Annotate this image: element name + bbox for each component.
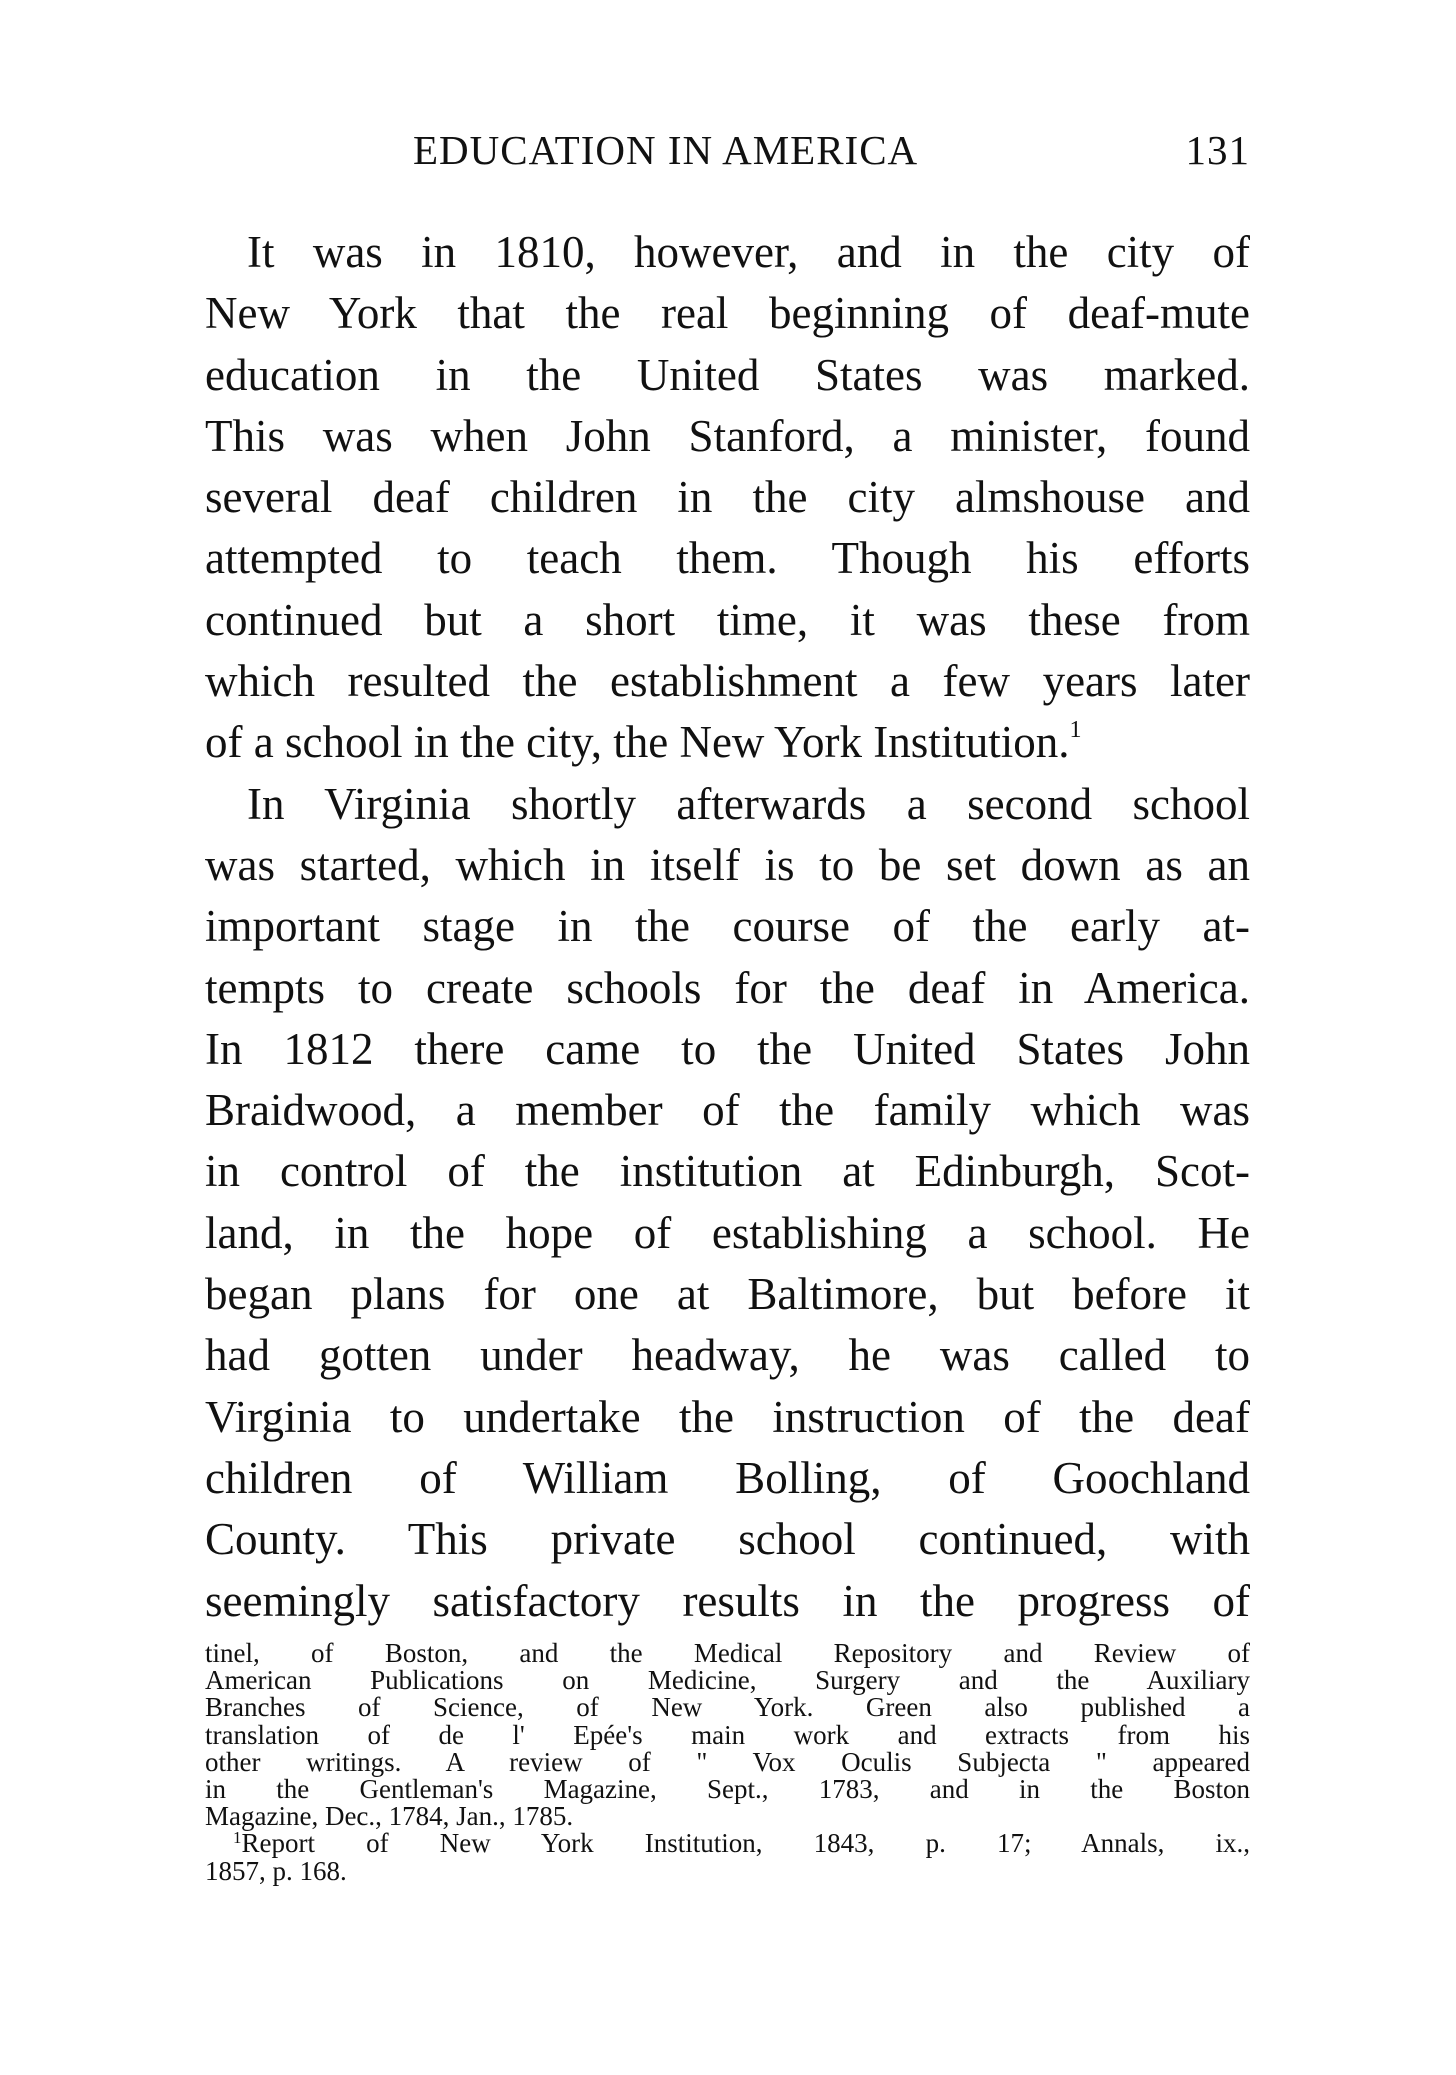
footnote-line: 1857, p. 168. xyxy=(205,1855,347,1886)
footnote-text: Report of New York Institution, 1843, p. 17; Annals, ix., xyxy=(241,1828,1250,1859)
body-line xyxy=(205,712,1250,773)
body-line: attempted to teach them. Though his efforts xyxy=(205,533,1250,584)
footnote-line: Branches of Science, of New York. Green also published a xyxy=(205,1692,1250,1723)
body-line: continued but a short time, it was these from xyxy=(205,594,1250,645)
body-line: began plans for one at Baltimore, but before it xyxy=(205,1269,1250,1320)
footnote-line xyxy=(205,1830,1250,1857)
body-line: It was in 1810, however, and in the city of xyxy=(247,227,1250,277)
footnote-number: 1 xyxy=(233,1828,242,1848)
body-line: was started, which in itself is to be set down as an xyxy=(205,839,1250,890)
running-head xyxy=(205,126,1250,182)
body-text xyxy=(205,222,1250,1632)
footnote-line: other writings. A review of " Vox Oculis Subjecta " appeared xyxy=(205,1746,1250,1777)
body-line: had gotten under headway, he was called to xyxy=(205,1330,1250,1381)
page-number: 131 xyxy=(1185,127,1250,173)
body-line: in control of the institution at Edinburgh, Scot- xyxy=(205,1146,1250,1197)
body-line: education in the United States was marked. xyxy=(205,349,1250,400)
body-line: which resulted the establishment a few years later xyxy=(205,656,1250,707)
footnote-line: translation of de l' Epée's main work and extracts from his xyxy=(205,1719,1250,1750)
body-line: In 1812 there came to the United States John xyxy=(205,1023,1250,1074)
body-line: Braidwood, a member of the family which was xyxy=(205,1085,1250,1136)
body-line: land, in the hope of establishing a school. He xyxy=(205,1207,1250,1258)
body-line: New York that the real beginning of deaf-mute xyxy=(205,288,1250,339)
footnotes xyxy=(205,1640,1250,1885)
body-line: tempts to create schools for the deaf in America. xyxy=(205,962,1250,1013)
body-line: seemingly satisfactory results in the progress of xyxy=(205,1575,1250,1626)
footnote-line: in the Gentleman's Magazine, Sept., 1783, and in the Boston xyxy=(205,1773,1250,1804)
footnote-line: American Publications on Medicine, Surgery and the Auxiliary xyxy=(205,1665,1250,1696)
body-line-text: of a school in the city, the New York Institution. xyxy=(205,717,1070,768)
footnote-line: Magazine, Dec., 1784, Jan., 1785. xyxy=(205,1801,574,1832)
body-line: several deaf children in the city almshouse and xyxy=(205,472,1250,523)
body-line: children of William Bolling, of Goochland xyxy=(205,1452,1250,1503)
body-line: Virginia to undertake the instruction of the deaf xyxy=(205,1391,1250,1442)
body-line: This was when John Stanford, a minister, found xyxy=(205,410,1250,461)
body-line: important stage in the course of the early at- xyxy=(205,901,1250,952)
footnote-line: tinel, of Boston, and the Medical Repository and Review of xyxy=(205,1638,1250,1668)
running-title: EDUCATION IN AMERICA xyxy=(413,127,919,173)
body-line: In Virginia shortly afterwards a second school xyxy=(247,778,1250,829)
body-line: County. This private school continued, with xyxy=(205,1514,1250,1565)
footnote-marker: 1 xyxy=(1069,717,1082,744)
